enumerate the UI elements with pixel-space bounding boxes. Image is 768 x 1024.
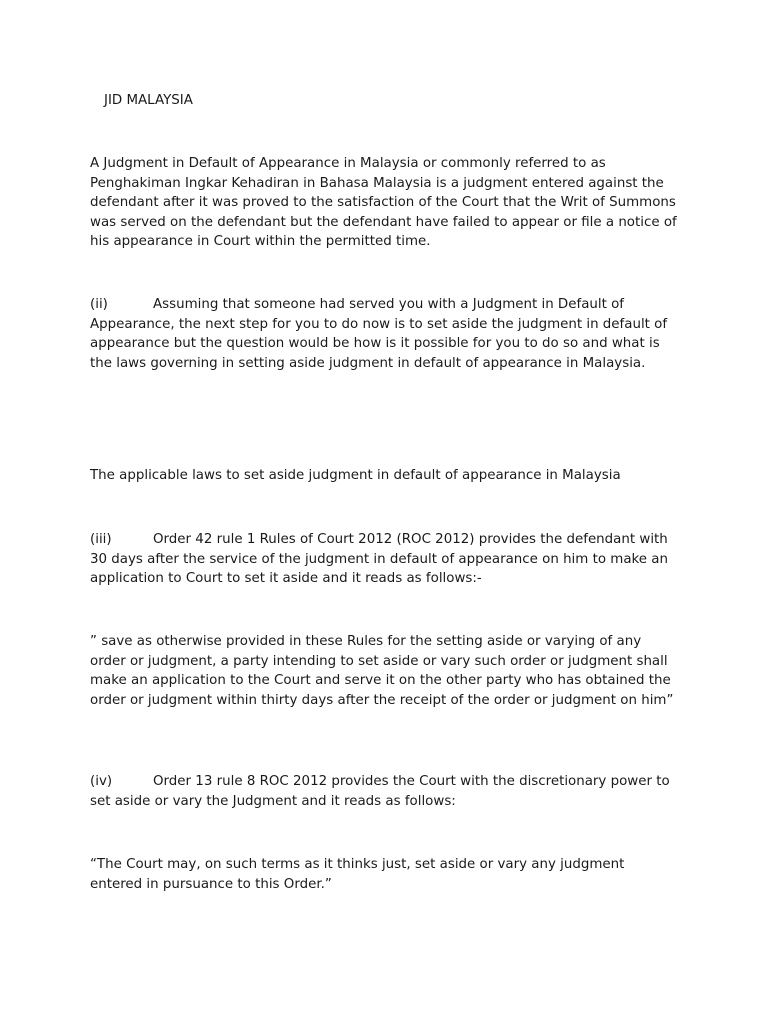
paragraph-iv	[90, 772, 680, 811]
paragraph-default-judgment-definition: A Judgment in Default of Appearance in Malaysia or commonly referred to as Penghakiman Ingkar Kehadiran in Bahasa Malaysia is a judgment entered against the defendant after it was proved to the satisfaction of the Court that the Writ of Summons was served on the defendant but the defendant have failed to appear or file a notice of his appearance in Court within the permitted time.	[90, 156, 677, 249]
paragraph-number: (ii)	[90, 297, 108, 312]
paragraph-text: Order 42 rule 1 Rules of Court 2012 (ROC 2012) provides the defendant with 30 days after the service of the judgment in default of appearance on him to make an application to Court to set it aside and it reads as follows:-	[90, 532, 668, 586]
paragraph-text: Assuming that someone had served you with a Judgment in Default of Appearance, the next step for you to do now is to set aside the judgment in default of appearance but the question would be how is it possible for you to do so and what is the laws governing in setting aside judgment in default of appearance in Malaysia.	[90, 297, 668, 371]
quote-order-13: “The Court may, on such terms as it thinks just, set aside or vary any judgment entered in pursuance to this Order.”	[90, 857, 625, 892]
paragraph-text: Order 13 rule 8 ROC 2012 provides the Court with the discretionary power to set aside or vary the Judgment and it reads as follows:	[90, 774, 670, 809]
quote-order-42: ” save as otherwise provided in these Rules for the setting aside or varying of any order or judgment, a party intending to set aside or vary such order or judgment shall make an application to the Court and serve it on the other party who has obtained the order or judgment within thirty days after the receipt of the order or judgment on him”	[90, 634, 674, 708]
paragraph-ii	[90, 295, 680, 373]
section-heading: The applicable laws to set aside judgment in default of appearance in Malaysia	[90, 468, 621, 483]
document-heading: JID MALAYSIA	[104, 93, 193, 108]
paragraph-number: (iv)	[90, 774, 113, 789]
paragraph-iii	[90, 530, 680, 589]
paragraph-number: (iii)	[90, 532, 112, 547]
